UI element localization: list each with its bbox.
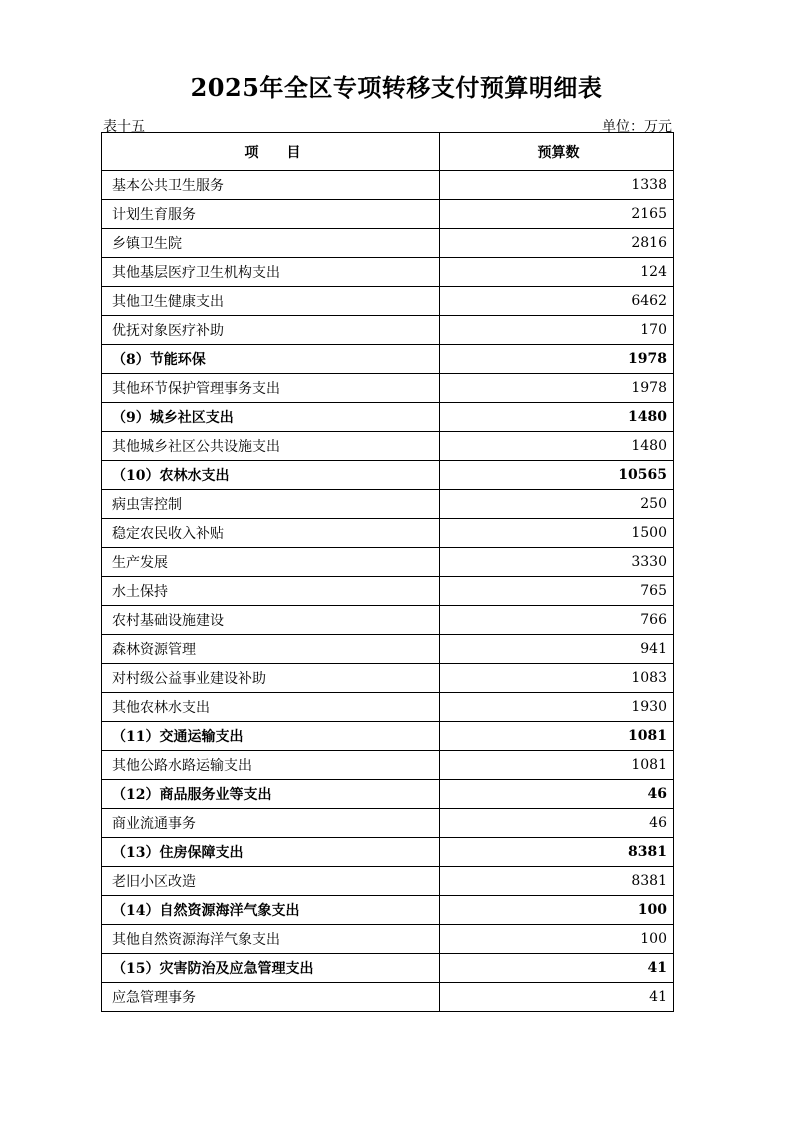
table-row: [102, 693, 674, 722]
row-budget-value: 3330: [440, 548, 674, 577]
row-item-name: 计划生育服务: [102, 200, 440, 229]
table-body: [102, 171, 674, 1012]
row-item-name: 乡镇卫生院: [102, 229, 440, 258]
row-budget-value: 1978: [440, 345, 674, 374]
row-budget-value: 100: [440, 925, 674, 954]
category-row: [102, 954, 674, 983]
row-item-name: 水土保持: [102, 577, 440, 606]
row-item-name: （12）商品服务业等支出: [102, 780, 440, 809]
table-row: [102, 548, 674, 577]
row-item-name: 老旧小区改造: [102, 867, 440, 896]
unit-label: 单位：万元: [602, 119, 672, 135]
table-row: [102, 809, 674, 838]
row-item-name: 商业流通事务: [102, 809, 440, 838]
row-item-name: 其他卫生健康支出: [102, 287, 440, 316]
row-item-name: （9）城乡社区支出: [102, 403, 440, 432]
table-row: [102, 519, 674, 548]
row-item-name: 森林资源管理: [102, 635, 440, 664]
category-row: [102, 722, 674, 751]
row-item-name: （15）灾害防治及应急管理支出: [102, 954, 440, 983]
table-row: [102, 171, 674, 200]
row-item-name: 其他农林水支出: [102, 693, 440, 722]
row-budget-value: 1081: [440, 751, 674, 780]
row-item-name: （8）节能环保: [102, 345, 440, 374]
budget-table: [101, 132, 674, 1012]
row-budget-value: 1978: [440, 374, 674, 403]
row-item-name: 农村基础设施建设: [102, 606, 440, 635]
table-row: [102, 258, 674, 287]
category-row: [102, 896, 674, 925]
table-row: [102, 229, 674, 258]
table-row: [102, 577, 674, 606]
category-row: [102, 345, 674, 374]
table-row: [102, 200, 674, 229]
table-row: [102, 664, 674, 693]
row-item-name: 其他环节保护管理事务支出: [102, 374, 440, 403]
row-budget-value: 1338: [440, 171, 674, 200]
row-item-name: （10）农林水支出: [102, 461, 440, 490]
table-row: [102, 316, 674, 345]
row-budget-value: 41: [440, 954, 674, 983]
table-row: [102, 925, 674, 954]
table-row: [102, 751, 674, 780]
row-budget-value: 8381: [440, 867, 674, 896]
row-budget-value: 1480: [440, 432, 674, 461]
category-row: [102, 461, 674, 490]
row-budget-value: 6462: [440, 287, 674, 316]
table-row: [102, 606, 674, 635]
header-budget: 预算数: [440, 133, 674, 171]
row-item-name: 应急管理事务: [102, 983, 440, 1012]
row-budget-value: 941: [440, 635, 674, 664]
table-row: [102, 432, 674, 461]
row-budget-value: 766: [440, 606, 674, 635]
page-title: 2025年全区专项转移支付预算明细表: [190, 73, 603, 102]
row-item-name: 基本公共卫生服务: [102, 171, 440, 200]
category-row: [102, 838, 674, 867]
table-row: [102, 635, 674, 664]
row-budget-value: 124: [440, 258, 674, 287]
row-budget-value: 2165: [440, 200, 674, 229]
row-budget-value: 10565: [440, 461, 674, 490]
row-item-name: 其他基层医疗卫生机构支出: [102, 258, 440, 287]
row-budget-value: 1480: [440, 403, 674, 432]
row-item-name: （11）交通运输支出: [102, 722, 440, 751]
row-budget-value: 8381: [440, 838, 674, 867]
category-row: [102, 403, 674, 432]
row-item-name: （14）自然资源海洋气象支出: [102, 896, 440, 925]
row-budget-value: 250: [440, 490, 674, 519]
header-item: 项 目: [102, 133, 440, 171]
category-row: [102, 780, 674, 809]
row-item-name: 其他城乡社区公共设施支出: [102, 432, 440, 461]
row-budget-value: 765: [440, 577, 674, 606]
row-budget-value: 1081: [440, 722, 674, 751]
table-row: [102, 287, 674, 316]
table-row: [102, 490, 674, 519]
row-budget-value: 2816: [440, 229, 674, 258]
row-item-name: 对村级公益事业建设补助: [102, 664, 440, 693]
row-item-name: 生产发展: [102, 548, 440, 577]
table-number-label: 表十五: [103, 119, 145, 135]
table-row: [102, 983, 674, 1012]
table-row: [102, 867, 674, 896]
table-row: [102, 374, 674, 403]
row-item-name: 其他公路水路运输支出: [102, 751, 440, 780]
row-budget-value: 46: [440, 809, 674, 838]
row-item-name: 其他自然资源海洋气象支出: [102, 925, 440, 954]
row-budget-value: 1083: [440, 664, 674, 693]
row-budget-value: 1500: [440, 519, 674, 548]
row-item-name: 优抚对象医疗补助: [102, 316, 440, 345]
row-budget-value: 46: [440, 780, 674, 809]
row-item-name: 稳定农民收入补贴: [102, 519, 440, 548]
row-item-name: 病虫害控制: [102, 490, 440, 519]
row-budget-value: 41: [440, 983, 674, 1012]
table-header-row: [102, 133, 674, 171]
row-item-name: （13）住房保障支出: [102, 838, 440, 867]
row-budget-value: 100: [440, 896, 674, 925]
row-budget-value: 1930: [440, 693, 674, 722]
row-budget-value: 170: [440, 316, 674, 345]
